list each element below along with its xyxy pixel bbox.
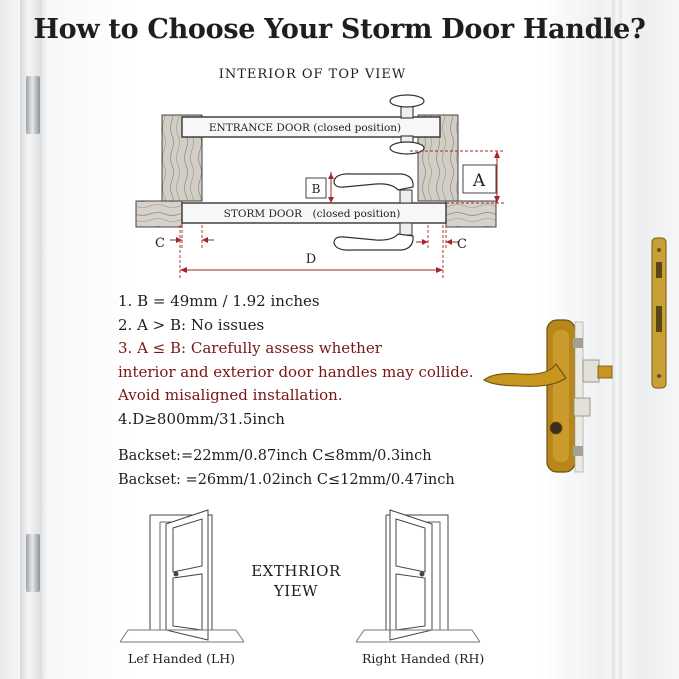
right-handed-label: Right Handed (RH) — [362, 651, 485, 666]
dim-c-right-arrow2 — [446, 239, 452, 245]
note-3-warning: 3. A ≤ B: Carefully assess whether — [118, 339, 382, 357]
strike-plate-hole-top — [656, 262, 662, 278]
strike-screw-bottom — [657, 374, 661, 378]
dim-c-left-arrow2 — [202, 237, 208, 243]
storm-door-label: STORM DOOR (closed position) — [223, 208, 401, 220]
rh-door-sketch — [356, 510, 480, 642]
dim-c-left-label: C — [155, 236, 165, 251]
dim-d-label: D — [305, 252, 317, 267]
note-2: 2. A > B: No issues — [118, 315, 265, 334]
handle-escutcheon-highlight — [553, 330, 569, 462]
dim-b-arrow-top — [328, 173, 334, 179]
strike-plate-hole-mid — [656, 306, 662, 332]
entrance-door-label: ENTRANCE DOOR (closed position) — [208, 122, 402, 134]
backset-specs — [118, 444, 455, 492]
exterior-view-line1: EXTHRIOR — [251, 562, 341, 580]
handle-lever — [484, 364, 566, 386]
dim-d-arrow-right — [436, 267, 443, 273]
deadbolt-plate — [574, 398, 590, 416]
storm-lever-stem — [400, 190, 412, 203]
notes-list — [118, 290, 474, 431]
entrance-knob-exterior — [390, 95, 424, 107]
backset-22mm: Backset:=22mm/0.87inch C≤8mm/0.3inch — [118, 448, 432, 464]
dim-a-label: A — [472, 171, 486, 191]
dim-c-right-label: C — [457, 237, 467, 252]
storm-lever-exterior — [334, 234, 413, 250]
page-title: How to Choose Your Storm Door Handle? — [33, 14, 646, 45]
entrance-knob-interior — [390, 142, 424, 154]
latch-bolt — [583, 360, 599, 382]
latch-screw-bottom — [573, 446, 583, 456]
storm-lever-stem-outer — [400, 223, 412, 235]
left-wall — [136, 201, 182, 227]
dim-c-left-arrow — [176, 237, 182, 243]
key-cylinder — [550, 422, 562, 434]
dim-a-arrow-top — [494, 151, 500, 158]
diagram-caption: INTERIOR OF TOP VIEW — [218, 67, 407, 82]
note-3-warning-line2: interior and exterior door handles may collide. — [118, 362, 474, 381]
right-wall — [446, 201, 496, 227]
latch-tongue — [598, 366, 612, 378]
exterior-view-label — [226, 561, 366, 601]
exterior-view-line2: YIEW — [273, 582, 319, 600]
dim-b-label: B — [311, 182, 321, 196]
latch-screw-top — [573, 338, 583, 348]
dim-b-arrow-bottom — [328, 197, 334, 203]
backset-26mm: Backset: =26mm/1.02inch C≤12mm/0.47inch — [118, 472, 455, 488]
storm-lever-interior — [334, 174, 413, 190]
strike-screw-top — [657, 248, 661, 252]
dim-c-right-arrow — [422, 239, 428, 245]
note-3-warning-line3: Avoid misaligned installation. — [118, 386, 343, 404]
note-4: 4.D≥800mm/31.5inch — [118, 409, 285, 428]
left-handed-label: Lef Handed (LH) — [128, 651, 236, 666]
note-1: 1. B = 49mm / 1.92 inches — [118, 292, 320, 310]
dim-d-arrow-left — [180, 267, 187, 273]
